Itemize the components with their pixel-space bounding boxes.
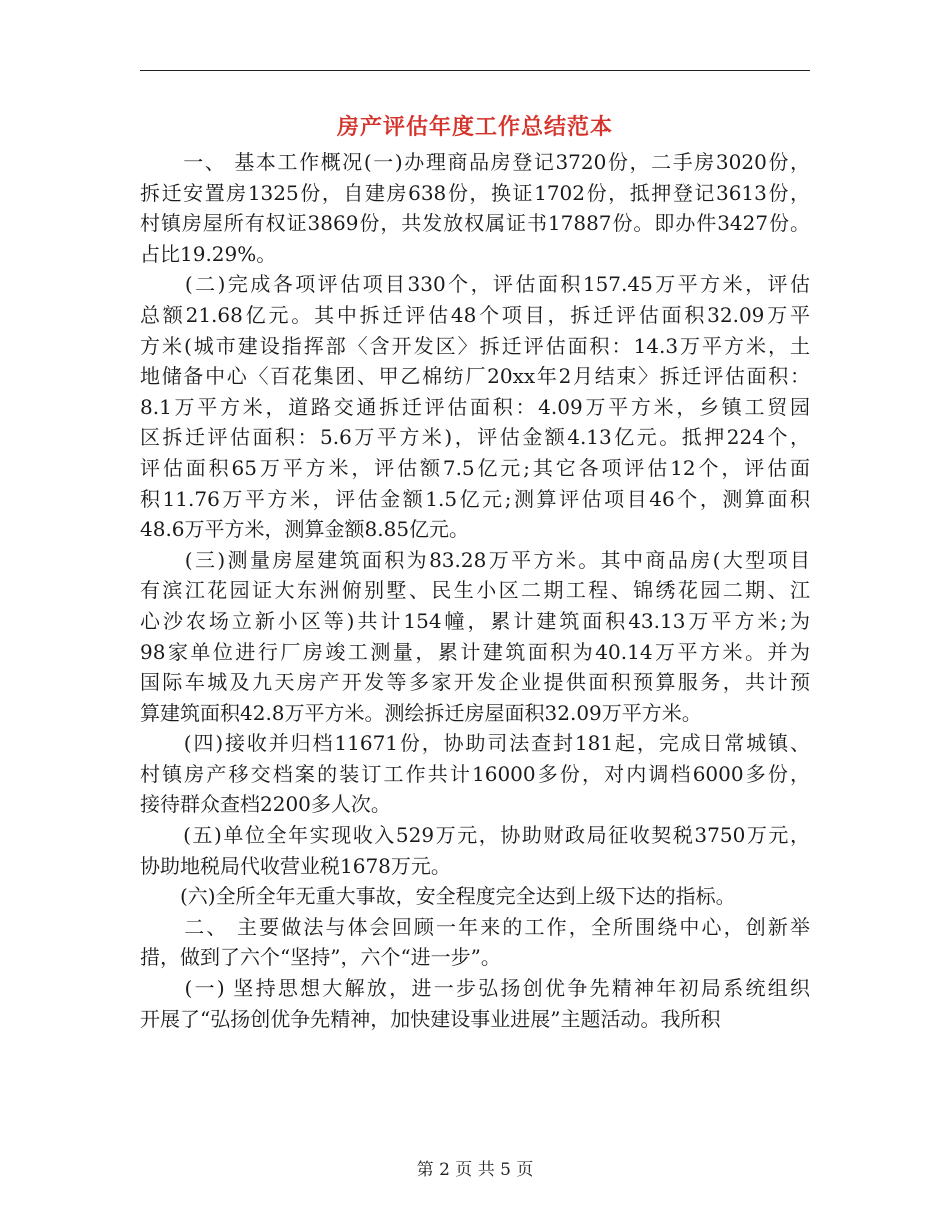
- body-line: 8.1万平方米，道路交通拆迁评估面积：4.09万平方米，乡镇工贸园: [140, 394, 810, 419]
- body-line: 二、 主要做法与体会回顾一年来的工作，全所围绕中心，创新举: [140, 914, 810, 939]
- body-line: (二)完成各项评估项目330个，评估面积157.45万平方米，评估: [140, 272, 810, 297]
- body-line: (三)测量房屋建筑面积为83.28万平方米。其中商品房(大型项目: [140, 547, 810, 572]
- body-line: 拆迁安置房1325份，自建房638份，换证1702份，抵押登记3613份，: [140, 180, 810, 205]
- body-line: 积11.76万平方米，评估金额1.5亿元;测算评估项目46个，测算面积: [140, 486, 810, 511]
- body-line: 接待群众查档2200多人次。: [140, 792, 391, 817]
- body-line: 98家单位进行厂房竣工测量，累计建筑面积为40.14万平方米。并为: [140, 639, 810, 664]
- body-line: 算建筑面积42.8万平方米。测绘拆迁房屋面积32.09万平方米。: [140, 700, 702, 725]
- body-line: 地储备中心〈百花集团、甲乙棉纺厂20xx年2月结束〉拆迁评估面积：: [140, 364, 810, 389]
- body-line: (五)单位全年实现收入529万元，协助财政局征收契税3750万元，: [140, 823, 810, 848]
- body-line: 村镇房屋所有权证3869份，共发放权属证书17887份。即办件3427份。: [140, 211, 810, 236]
- body-line: (一) 坚持思想大解放，进一步弘扬创优争先精神年初局系统组织: [140, 976, 810, 1001]
- body-line: 措，做到了六个“坚持”，六个“进一步”。: [140, 945, 501, 970]
- body-line: (四)接收并归档11671份，协助司法查封181起，完成日常城镇、: [140, 731, 810, 756]
- page-footer: 第 2 页 共 5 页: [416, 1160, 534, 1180]
- body-line: 评估面积65万平方米，评估额7.5亿元;其它各项评估12个，评估面: [140, 455, 810, 480]
- body-line: 区拆迁评估面积：5.6万平方米)，评估金额4.13亿元。抵押224个，: [140, 425, 810, 450]
- body-line: 心沙农场立新小区等)共计154幢，累计建筑面积43.13万平方米;为: [140, 608, 810, 633]
- body-line: 协助地税局代收营业税1678万元。: [140, 853, 451, 878]
- body-line: 总额21.68亿元。其中拆迁评估48个项目，拆迁评估面积32.09万平: [140, 302, 810, 327]
- body-line: (六)全所全年无重大事故，安全程度完全达到上级下达的指标。: [140, 884, 736, 909]
- body-line: 村镇房产移交档案的装订工作共计16000多份，对内调档6000多份，: [140, 761, 810, 786]
- document-title: 房产评估年度工作总结范本: [336, 114, 613, 140]
- body-line: 一、 基本工作概况(一)办理商品房登记3720份，二手房3020份，: [140, 150, 810, 174]
- header-rule: [140, 70, 810, 71]
- body-line: 48.6万平方米，测算金额8.85亿元。: [140, 517, 470, 542]
- body-line: 国际车城及九天房产开发等多家开发企业提供面积预算服务，共计预: [140, 670, 810, 695]
- body-line: 有滨江花园证大东洲俯别墅、民生小区二期工程、锦绣花园二期、江: [140, 578, 810, 603]
- body-line: 方米(城市建设指挥部〈含开发区〉拆迁评估面积：14.3万平方米，土: [140, 333, 810, 358]
- body-line: 占比19.29%。: [140, 241, 277, 266]
- body-line: 开展了“弘扬创优争先精神，加快建设事业进展”主题活动。我所积: [140, 1006, 721, 1031]
- document-body: [140, 147, 810, 1034]
